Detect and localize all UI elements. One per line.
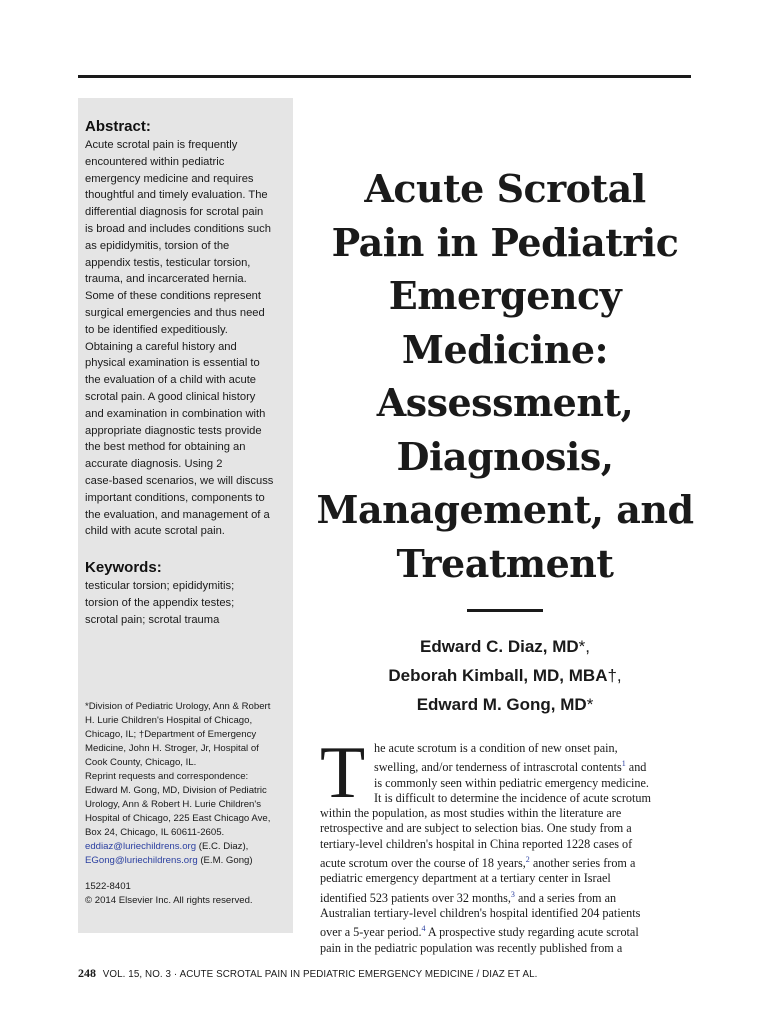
- title-line: Acute Scrotal: [364, 166, 646, 211]
- abstract-line: to be identified expeditiously.: [85, 323, 228, 336]
- abstract-line: is broad and includes conditions such: [85, 222, 271, 235]
- email-link-diaz[interactable]: eddiaz@luriechildrens.org: [85, 841, 197, 852]
- affiliation-line: Chicago, IL; †Department of Emergency: [85, 729, 257, 740]
- abstract-line: important conditions, components to: [85, 491, 265, 504]
- abstract-line: child with acute scrotal pain.: [85, 525, 225, 538]
- abstract-line: differential diagnosis for scrotal pain: [85, 206, 264, 219]
- author-list: [320, 632, 690, 719]
- author-name: Deborah Kimball, MD, MBA: [388, 666, 608, 685]
- body-line: tertiary-level children's hospital in China reported 1228 cases of: [320, 836, 633, 851]
- keyword-line: testicular torsion; epididymitis;: [85, 580, 235, 593]
- affiliation-line: Medicine, John H. Stroger, Jr, Hospital of: [85, 743, 259, 754]
- author-name: Edward M. Gong, MD: [416, 695, 587, 714]
- author-affiliation-mark: *: [586, 695, 594, 714]
- issn: 1522-8401: [85, 881, 131, 892]
- body-line: pediatric emergency department at a tertiary center in Israel: [320, 871, 611, 886]
- affiliation-line: Cook County, Chicago, IL.: [85, 757, 197, 768]
- ref-link[interactable]: 3: [510, 889, 515, 899]
- abstract-line: physical examination is essential to: [85, 357, 260, 370]
- email-link-gong[interactable]: EGong@luriechildrens.org: [85, 855, 198, 866]
- body-line: acute scrotum over the course of 18 years,$^2$ another series from a: [320, 855, 636, 871]
- page-footer: [78, 966, 698, 982]
- abstract-line: as epididymitis, torsion of the: [85, 239, 230, 252]
- abstract-line: Obtaining a careful history and: [85, 340, 237, 353]
- author-affiliation-mark: †,: [607, 666, 622, 685]
- body-line: is commonly seen within pediatric emergency medicine.: [374, 775, 649, 790]
- keyword-line: scrotal pain; scrotal trauma: [85, 613, 220, 626]
- copyright: © 2014 Elsevier Inc. All rights reserved.: [85, 895, 253, 906]
- affiliation-line: Urology, Ann & Robert H. Lurie Children's: [85, 799, 262, 810]
- title-line: Management, and: [316, 487, 694, 532]
- abstract-line: and examination in combination with: [85, 407, 266, 420]
- author: [320, 632, 690, 661]
- body-line: pain in the pediatric population was recently published from a: [320, 940, 623, 955]
- author: [320, 690, 690, 719]
- title-line: Diagnosis,: [396, 433, 614, 479]
- abstract-line: trauma, and incarcerated hernia.: [85, 273, 247, 286]
- page-number: 248: [78, 966, 96, 980]
- ref-link[interactable]: 4: [421, 924, 426, 934]
- author: [320, 661, 690, 690]
- abstract-block: [85, 118, 290, 629]
- abstract-heading: Abstract:: [85, 118, 151, 135]
- abstract-line: the evaluation of a child with acute: [85, 374, 257, 387]
- ref-link[interactable]: 1: [621, 759, 626, 769]
- email-diaz-suffix: (E.C. Diaz),: [196, 841, 249, 852]
- keywords-block: [85, 559, 290, 628]
- keyword-line: torsion of the appendix testes;: [85, 596, 235, 609]
- abstract-line: Acute scrotal pain is frequently: [85, 139, 238, 151]
- email-gong-suffix: (E.M. Gong): [197, 855, 253, 866]
- body-line: within the population, as most studies within the literature are: [320, 806, 622, 821]
- top-rule: [78, 75, 691, 78]
- abstract-line: accurate diagnosis. Using 2: [85, 458, 223, 471]
- running-head: VOL. 15, NO. 3 · ACUTE SCROTAL PAIN IN PEDIATRIC EMERGENCY MEDICINE / DIAZ ET AL.: [102, 969, 538, 980]
- title-line: Medicine:: [401, 326, 609, 372]
- body-line: It is difficult to determine the incidence of acute scrotum: [374, 790, 651, 805]
- body-line: identified 523 patients over 32 months,$^3$ and a series from an: [320, 889, 617, 905]
- title-line: Treatment: [396, 540, 614, 586]
- keywords-text: [85, 578, 290, 628]
- affiliation-text: [85, 700, 295, 840]
- affiliation-line: H. Lurie Children's Hospital of Chicago,: [85, 715, 253, 726]
- abstract-line: scrotal pain. A good clinical history: [85, 390, 256, 403]
- affiliation-line: Edward M. Gong, MD, Division of Pediatric: [85, 785, 267, 796]
- body-line: over a 5-year period.$^4$ A prospective study regarding acute scrotal: [320, 924, 639, 940]
- abstract-line: surgical emergencies and thus need: [85, 306, 265, 319]
- title-line: Assessment,: [376, 380, 634, 425]
- abstract-line: the evaluation, and management of a: [85, 508, 270, 521]
- abstract-line: Some of these conditions represent: [85, 290, 261, 303]
- author-name: Edward C. Diaz, MD: [419, 637, 579, 656]
- affiliation-line: Box 24, Chicago, IL 60611-2605.: [85, 827, 225, 838]
- title-rule: [467, 609, 543, 612]
- body-text: [320, 732, 692, 956]
- title-line: Pain in Pediatric: [331, 219, 679, 265]
- body-line: Australian tertiary-level children's hospital identified 204 patients: [320, 905, 641, 920]
- abstract-line: case-based scenarios, we will discuss: [85, 474, 274, 487]
- article-title: [300, 162, 710, 590]
- title-line: Emergency: [388, 273, 622, 318]
- affiliation-line: *Division of Pediatric Urology, Ann & Robert: [85, 701, 271, 712]
- abstract-sidebar: [78, 98, 293, 933]
- body-line: swelling, and/or tenderness of intrascrotal contents$^1$ and: [374, 759, 647, 775]
- abstract-line: thoughtful and timely evaluation. The: [85, 189, 268, 202]
- abstract-line: the best method for obtaining an: [85, 441, 246, 454]
- keywords-heading: Keywords:: [85, 559, 162, 577]
- affiliation-block: [85, 700, 295, 908]
- ref-link[interactable]: 2: [525, 855, 530, 865]
- drop-cap: T: [320, 732, 366, 814]
- body-line: he acute scrotum is a condition of new onset pain,: [374, 741, 618, 755]
- affiliation-line: Hospital of Chicago, 225 East Chicago Ave,: [85, 813, 271, 824]
- body-line: retrospective and are subject to selection bias. One study from a: [320, 821, 632, 836]
- affiliation-line: Reprint requests and correspondence:: [85, 771, 249, 782]
- abstract-line: encountered within pediatric: [85, 155, 225, 168]
- abstract-line: appendix testis, testicular torsion,: [85, 256, 251, 269]
- abstract-text: [85, 137, 290, 540]
- abstract-line: appropriate diagnostic tests provide: [85, 424, 262, 437]
- abstract-line: emergency medicine and requires: [85, 172, 254, 185]
- author-affiliation-mark: *,: [578, 637, 591, 656]
